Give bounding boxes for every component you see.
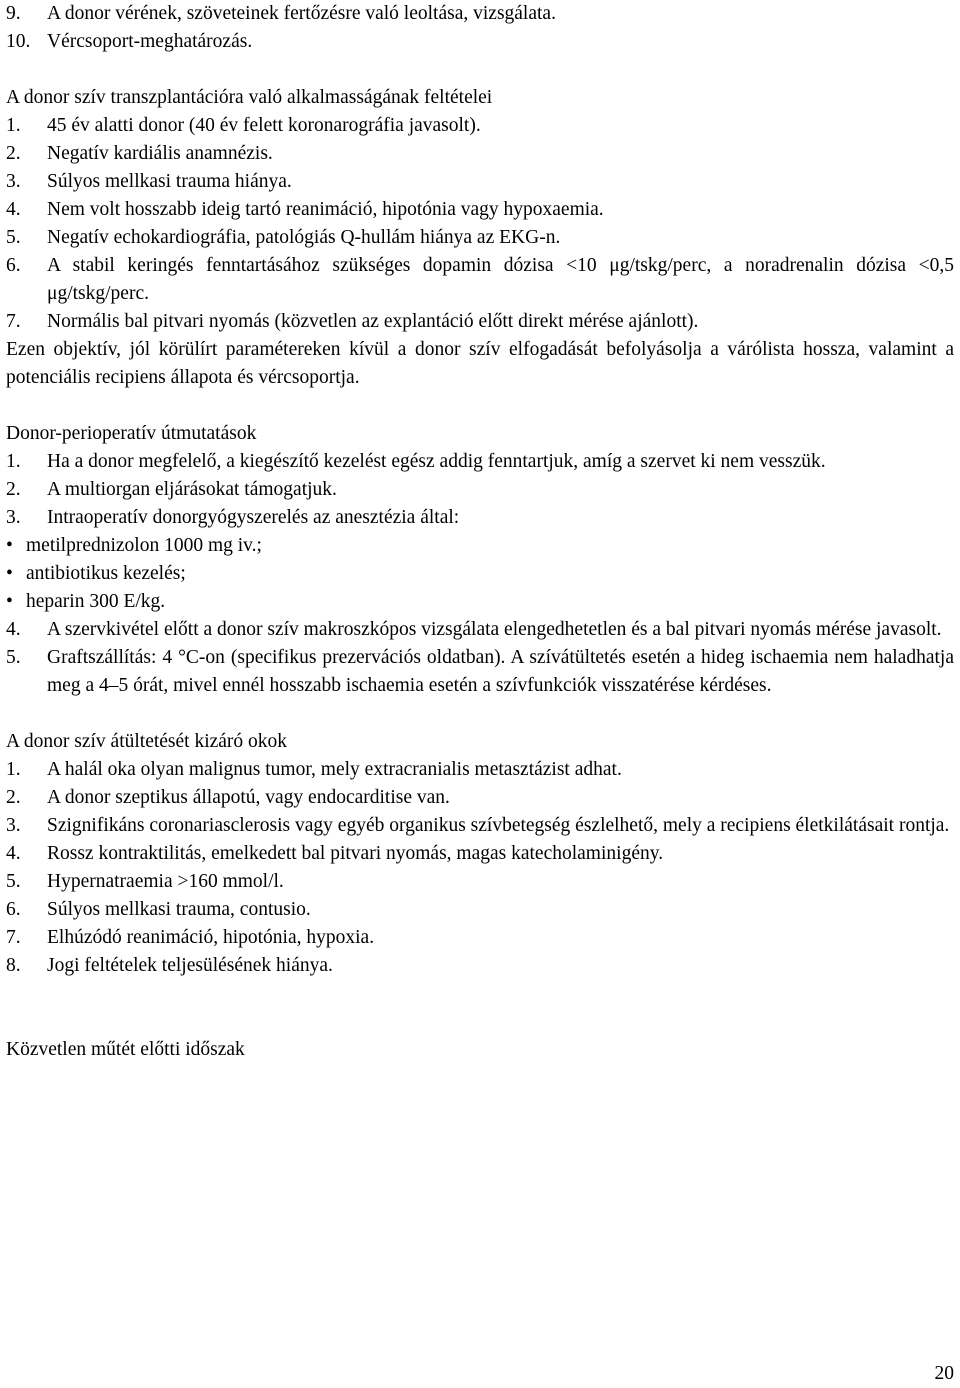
list-item: 1. A halál oka olyan malignus tumor, mely extracranialis metasztázist adhat. <box>6 759 622 780</box>
list-item: 3. Súlyos mellkasi trauma hiánya. <box>6 171 292 192</box>
list-item: 10. Vércsoport-meghatározás. <box>6 31 253 52</box>
suitability-list <box>6 112 954 336</box>
list-item: 3. Intraoperatív donorgyógyszerelés az anesztézia által: <box>6 507 460 528</box>
top-list <box>6 0 954 56</box>
list-item: 2. Negatív kardiális anamnézis. <box>6 143 273 164</box>
document-page <box>6 0 954 1064</box>
list-item: 4. Rossz kontraktilitás, emelkedett bal pitvari nyomás, magas katecholaminigény. <box>6 843 664 864</box>
list-item: 3. Szignifikáns coronariasclerosis vagy egyéb organikus szívbetegség észlelhető, mely a recipiens életkilátásait rontja. <box>6 815 950 836</box>
list-item: 6. Súlyos mellkasi trauma, contusio. <box>6 899 311 920</box>
list-item: 5. Graftszállítás: 4 °C-on (specifikus prezervációs oldatban). A szívátültetés esetén a hideg ischaemia nem haladhatja meg a 4–5 órát, mivel ennél hosszabb ischaemia esetén a szívfunkciók visszatérése kérdéses. <box>6 647 954 696</box>
list-item: 7. Normális bal pitvari nyomás (közvetlen az explantáció előtt direkt mérése ajánlott). <box>6 311 699 332</box>
medication-bullets <box>6 532 954 616</box>
list-item: 4. A szervkivétel előtt a donor szív makroszkópos vizsgálata elengedhetetlen és a bal pitvari nyomás mérése javasolt. <box>6 619 942 640</box>
bullet-icon: • <box>6 535 13 556</box>
section-heading-preoperative: Közvetlen műtét előtti időszak <box>6 1039 245 1060</box>
section-heading-exclusion: A donor szív átültetését kizáró okok <box>6 731 288 752</box>
bullet-item: • heparin 300 E/kg. <box>6 588 954 616</box>
bullet-item: • metilprednizolon 1000 mg iv.; <box>6 532 954 560</box>
list-item: 1. Ha a donor megfelelő, a kiegészítő kezelést egész addig fenntartjuk, amíg a szervet ki nem vesszük. <box>6 451 826 472</box>
list-item: 6. A stabil keringés fenntartásához szükséges dopamin dózisa <10 μg/tskg/perc, a noradrenalin dózisa <0,5 μg/tskg/perc. <box>6 255 954 304</box>
list-item: 4. Nem volt hosszabb ideig tartó reanimáció, hipotónia vagy hypoxaemia. <box>6 199 604 220</box>
list-item: 9. A donor vérének, szöveteinek fertőzésre való leoltása, vizsgálata. <box>6 3 556 24</box>
list-item: 5. Hypernatraemia >160 mmol/l. <box>6 871 284 892</box>
list-item: 5. Negatív echokardiográfia, patológiás Q-hullám hiánya az EKG-n. <box>6 227 561 248</box>
list-item: 7. Elhúzódó reanimáció, hipotónia, hypoxia. <box>6 927 375 948</box>
perioperative-list-continued <box>6 616 954 700</box>
bullet-icon: • <box>6 591 13 612</box>
list-item: 1. 45 év alatti donor (40 év felett koronarográfia javasolt). <box>6 115 481 136</box>
section-heading-perioperative: Donor-perioperatív útmutatások <box>6 423 257 444</box>
section-heading-suitability: A donor szív transzplantációra való alkalmasságának feltételei <box>6 87 493 108</box>
perioperative-list <box>6 448 954 532</box>
list-item: 2. A multiorgan eljárásokat támogatjuk. <box>6 479 337 500</box>
exclusion-list <box>6 756 954 980</box>
list-item: 8. Jogi feltételek teljesülésének hiánya. <box>6 955 333 976</box>
page-number: 20 <box>934 1363 954 1384</box>
bullet-icon: • <box>6 563 13 584</box>
paragraph-suitability: Ezen objektív, jól körülírt paramétereken kívül a donor szív elfogadását befolyásolja a várólista hossza, valamint a potenciális recipiens állapota és vércsoportja. <box>6 339 954 388</box>
list-item: 2. A donor szeptikus állapotú, vagy endocarditise van. <box>6 787 450 808</box>
bullet-item: • antibiotikus kezelés; <box>6 560 954 588</box>
